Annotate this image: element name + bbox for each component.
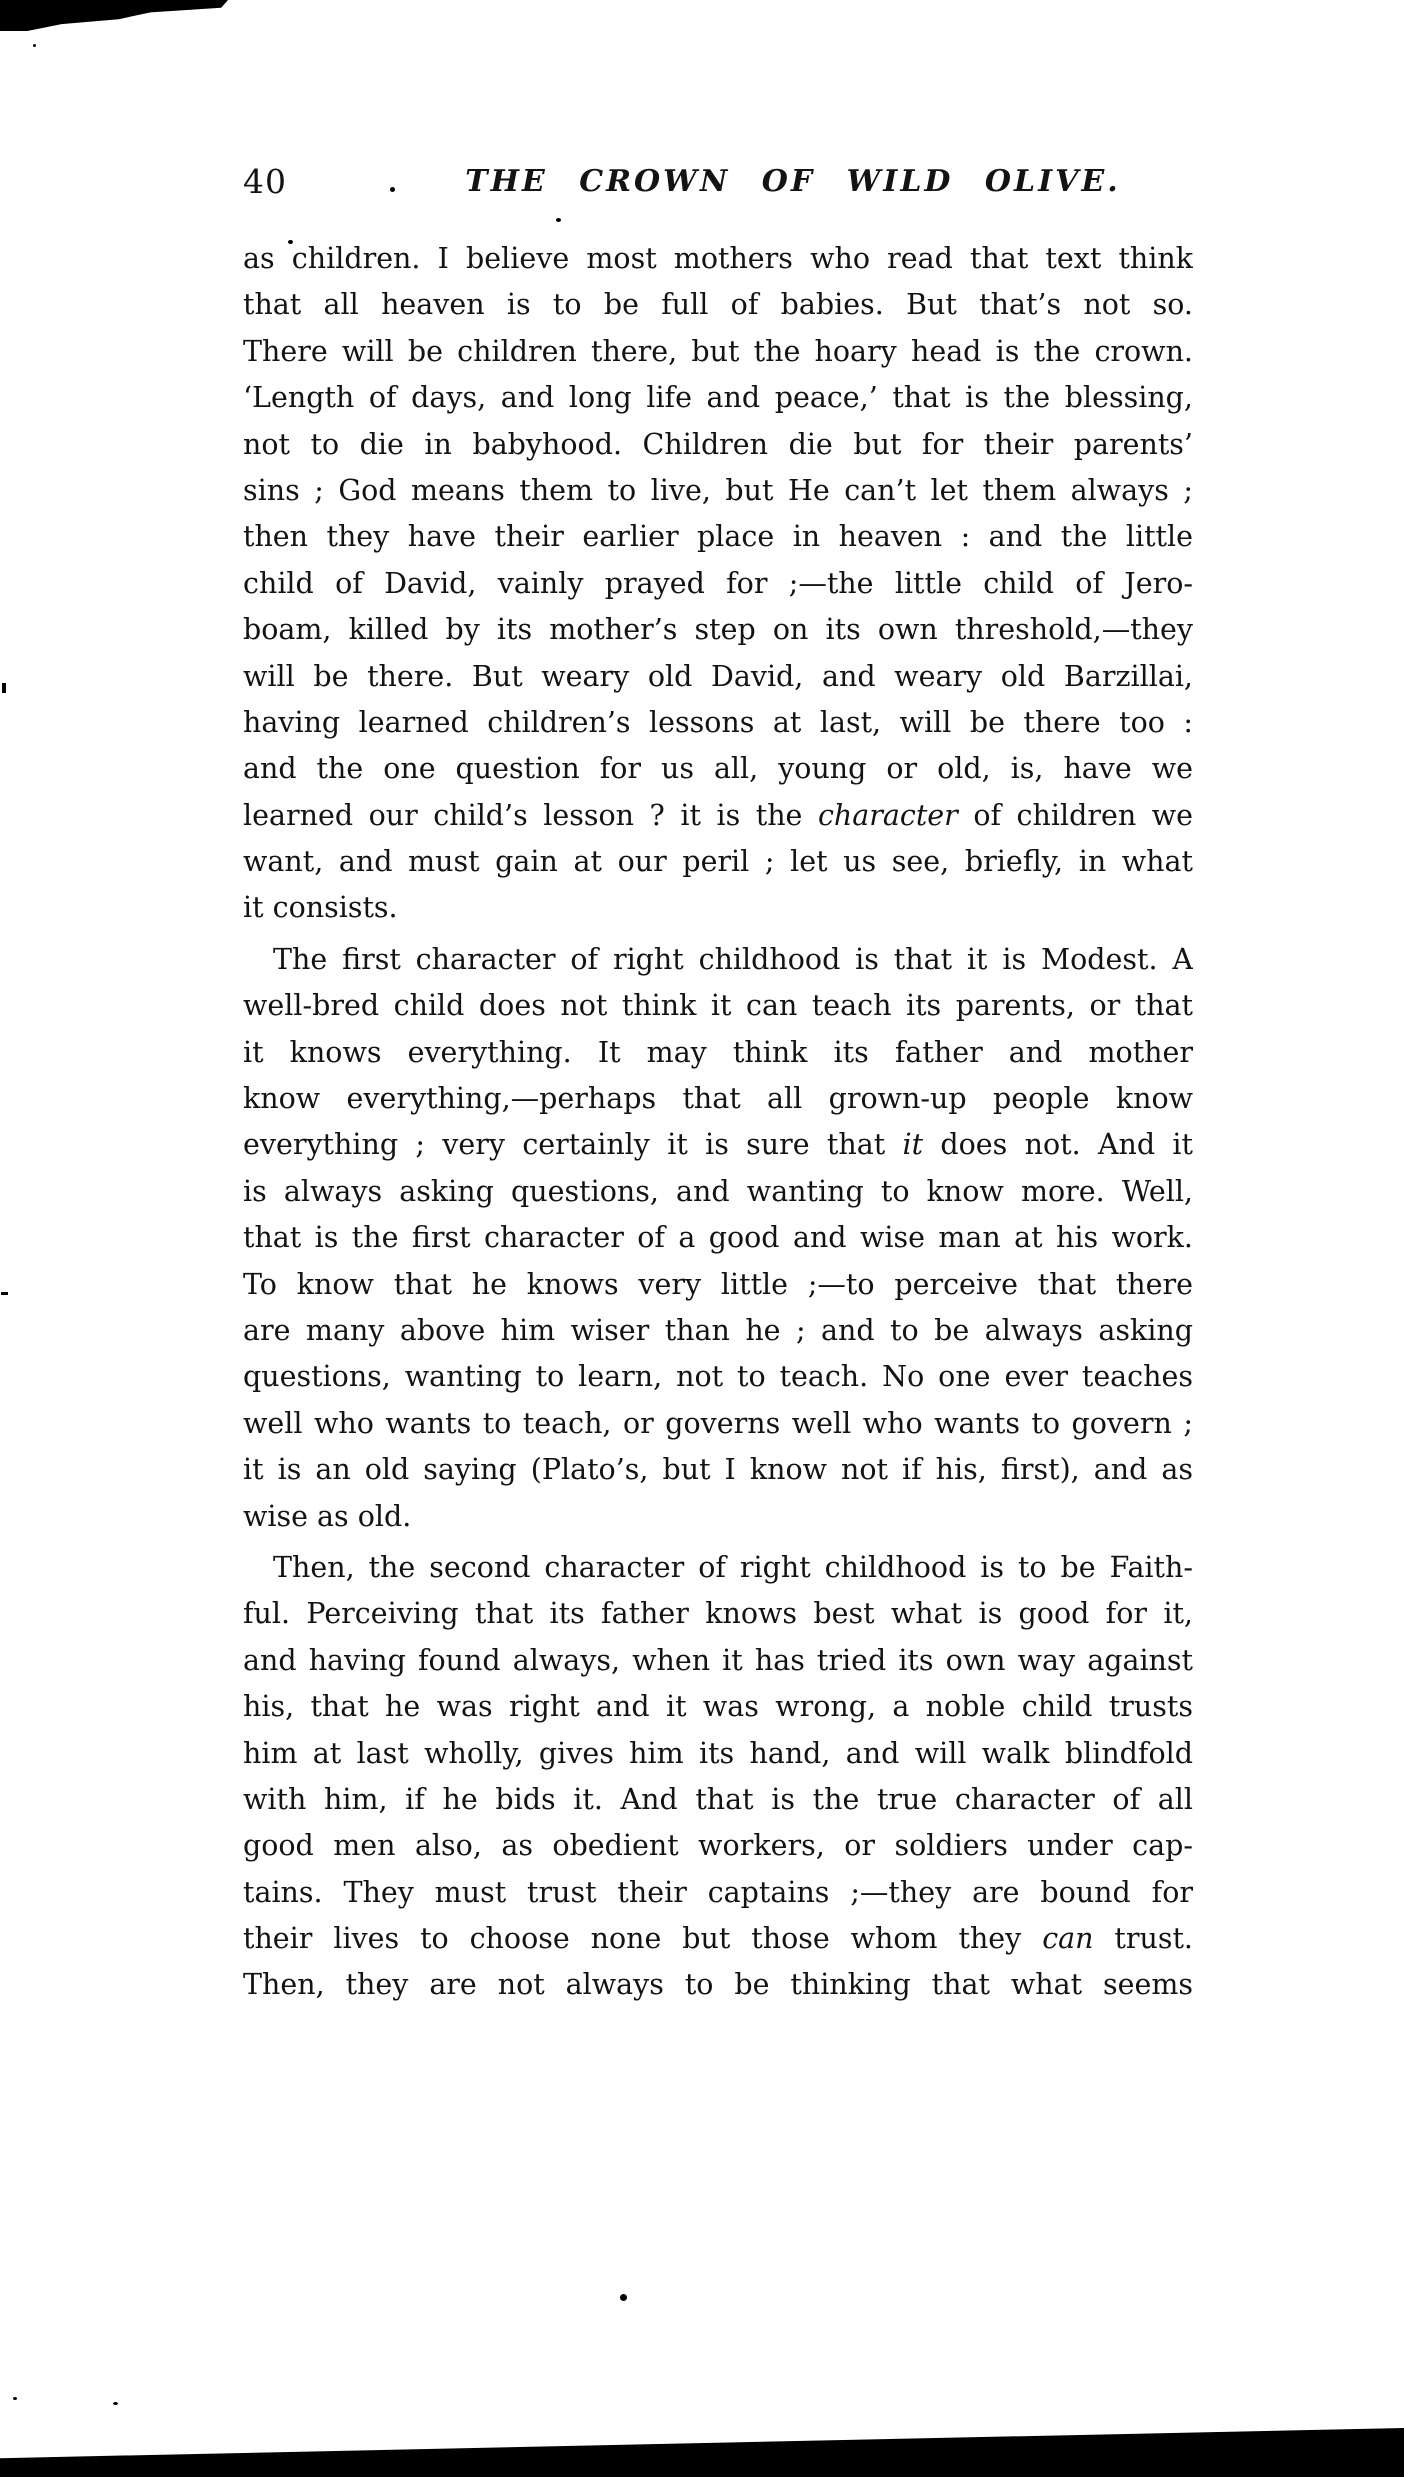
text-line: tains. They must trust their captains ;—they are bound for bbox=[243, 1875, 1193, 1909]
page-header bbox=[243, 160, 1193, 206]
text-line: questions, wanting to learn, not to teach. No one ever teaches bbox=[243, 1360, 1193, 1394]
text-line: him at last wholly, gives him its hand, and will walk blindfold bbox=[243, 1736, 1193, 1770]
text-line: wise as old. bbox=[243, 1499, 412, 1533]
text-line: know everything,—perhaps that all grown-up people know bbox=[243, 1082, 1193, 1116]
text-line: that is the first character of a good and wise man at his work. bbox=[243, 1221, 1193, 1255]
text-line: learned our child’s lesson ? it is the character of children we bbox=[243, 798, 1193, 832]
text-line: ‘Length of days, and long life and peace,’ that is the blessing, bbox=[243, 381, 1193, 415]
text-line: want, and must gain at our peril ; let us see, briefly, in what bbox=[243, 845, 1193, 879]
running-title: THE CROWN OF WILD OLIVE. bbox=[465, 164, 1121, 199]
scan-speck bbox=[33, 44, 36, 47]
page-content bbox=[243, 160, 1193, 2009]
text-block bbox=[243, 236, 1193, 2009]
text-line: child of David, vainly prayed for ;—the little child of Jero- bbox=[243, 566, 1193, 600]
text-line: will be there. But weary old David, and weary old Barzillai, bbox=[243, 659, 1193, 693]
paragraph bbox=[243, 236, 1193, 932]
text-line: with him, if he bids it. And that is the true character of all bbox=[243, 1782, 1193, 1816]
text-line: it is an old saying (Plato’s, but I know not if his, first), and as bbox=[243, 1453, 1193, 1487]
scan-speck bbox=[13, 2397, 17, 2400]
text-line: Then, they are not always to be thinking that what seems bbox=[243, 1968, 1193, 2002]
scan-artifact-top-left bbox=[0, 0, 228, 31]
text-line: and the one question for us all, young or old, is, have we bbox=[243, 752, 1193, 786]
text-line: their lives to choose none but those whom they can trust. bbox=[243, 1922, 1193, 1956]
text-line: and having found always, when it has tried its own way against bbox=[243, 1643, 1193, 1677]
scan-artifact-bottom-edge bbox=[0, 2420, 1404, 2477]
text-line: is always asking questions, and wanting to know more. Well, bbox=[243, 1174, 1193, 1208]
text-line: then they have their earlier place in heaven : and the little bbox=[243, 520, 1193, 554]
scan-speck bbox=[620, 2294, 627, 2301]
scan-speck bbox=[2, 683, 6, 693]
text-line: ful. Perceiving that its father knows best what is good for it, bbox=[243, 1597, 1193, 1631]
text-line: There will be children there, but the hoary head is the crown. bbox=[243, 334, 1193, 368]
text-line: as children. I believe most mothers who read that text think bbox=[243, 242, 1193, 275]
paragraph bbox=[243, 1545, 1193, 2009]
text-line: Then, the second character of right childhood is to be Faith- bbox=[273, 1550, 1193, 1584]
text-line: sins ; God means them to live, but He can’t let them always ; bbox=[243, 473, 1193, 507]
text-line: having learned children’s lessons at last, will be there too : bbox=[243, 705, 1193, 739]
text-line: not to die in babyhood. Children die but for their parents’ bbox=[243, 427, 1193, 461]
scan-speck bbox=[1, 1292, 8, 1295]
page-number: 40 bbox=[243, 162, 287, 201]
text-line: that all heaven is to be full of babies. But that’s not so. bbox=[243, 288, 1193, 322]
text-line: well who wants to teach, or governs well who wants to govern ; bbox=[243, 1406, 1193, 1440]
scan-speck bbox=[113, 2402, 118, 2405]
text-line: good men also, as obedient workers, or soldiers under cap- bbox=[243, 1829, 1193, 1863]
paragraph bbox=[243, 937, 1193, 1540]
text-line: The first character of right childhood is that it is Modest. A bbox=[273, 942, 1193, 976]
text-line: boam, killed by its mother’s step on its own threshold,—they bbox=[243, 613, 1193, 647]
text-line: his, that he was right and it was wrong, a noble child trusts bbox=[243, 1690, 1193, 1724]
text-line: To know that he knows very little ;—to perceive that there bbox=[243, 1267, 1193, 1301]
text-line: everything ; very certainly it is sure that it does not. And it bbox=[243, 1128, 1193, 1162]
text-line: well-bred child does not think it can teach its parents, or that bbox=[243, 989, 1193, 1023]
text-line: it consists. bbox=[243, 891, 398, 925]
text-line: it knows everything. It may think its father and mother bbox=[243, 1035, 1193, 1069]
text-line: are many above him wiser than he ; and to be always asking bbox=[243, 1313, 1193, 1347]
